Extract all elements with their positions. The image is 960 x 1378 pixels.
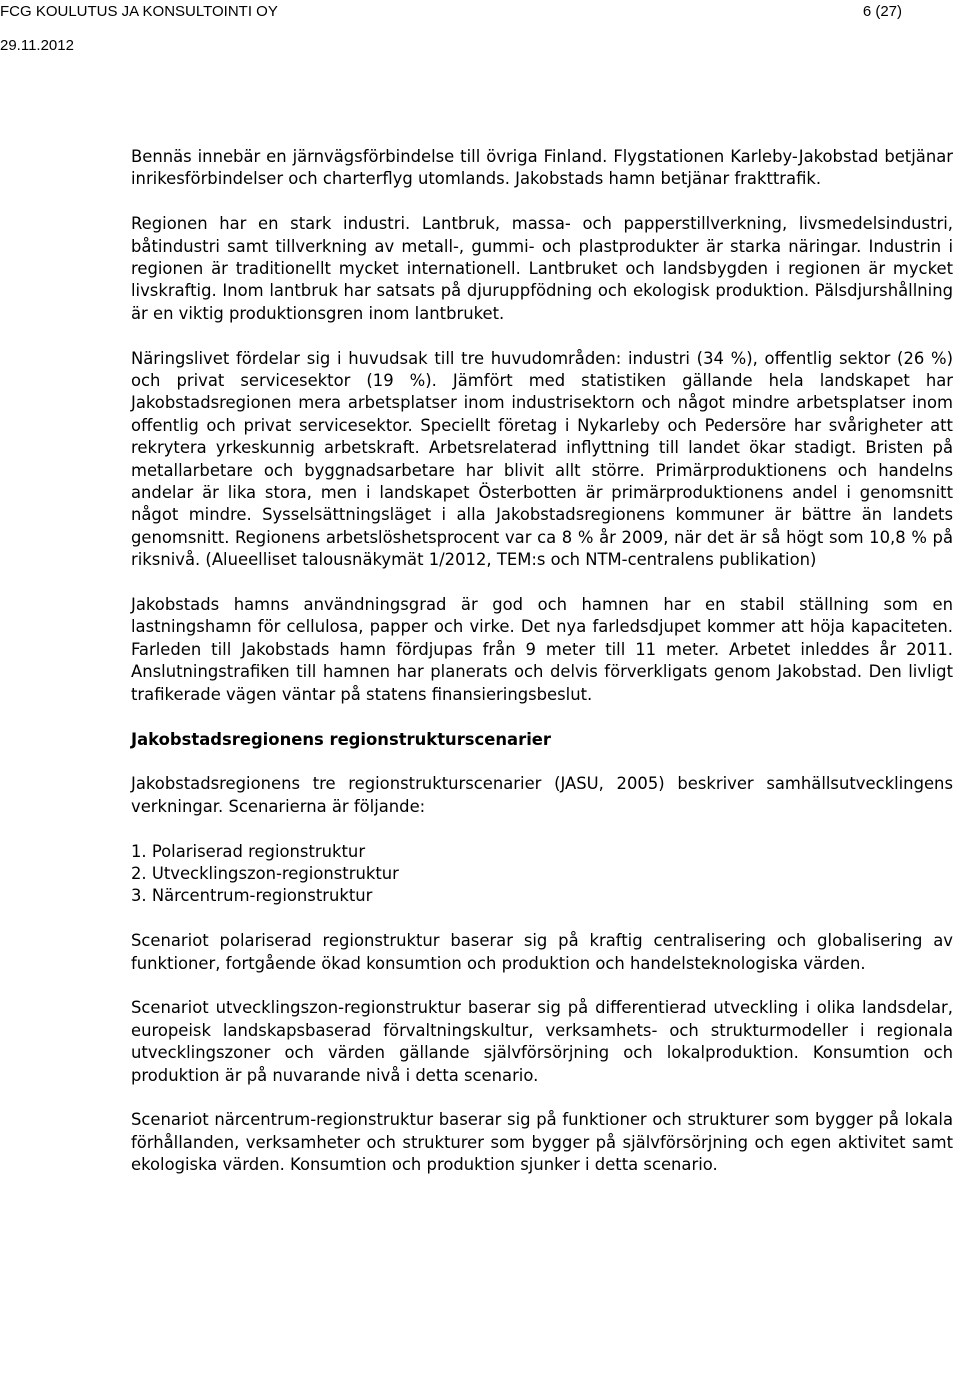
paragraph-industry: Regionen har en stark industri. Lantbruk, massa- och papperstillverkning, livsmedelsindustri, båtindustri samt tillverkning av metall-, gummi- och plastprodukter är starka näringar. Industrin i regionen är traditionellt mycket internationell. Lantbruket och landsbygden i regionen är mycket livskraftig. Inom lantbruk har satsats på djuruppfödning och ekologisk produktion. Pälsdjurshållning är en viktig produktionsgren inom lantbruket. [131, 214, 953, 323]
paragraph-harbour: Jakobstads hamns användningsgrad är god och hamnen har en stabil ställning som en lastningshamn för cellulosa, papper och virke. Det nya farledsdjupet kommer att höja kapaciteten. Farleden till Jakobstads hamn fördjupas från 9 meter till 11 meter. Arbetet inleddes år 2011. Anslutningstrafiken till hamnen har planerats och delvis förverkligats genom Jakobstad. Den livligt trafikerade vägen väntar på statens finansieringsbeslut. [131, 595, 953, 704]
paragraph-transport: Bennäs innebär en järnvägsförbindelse till övriga Finland. Flygstationen Karleby-Jakobstad betjänar inrikesförbindelser och charterflyg utomlands. Jakobstads hamn betjänar frakttrafik. [131, 147, 953, 189]
document-body [131, 146, 953, 1199]
paragraph-scenarios-intro: Jakobstadsregionens tre regionstrukturscenarier (JASU, 2005) beskriver samhällsutvecklingens verkningar. Scenarierna är följande: [131, 774, 953, 816]
paragraph-scenario-polarized: Scenariot polariserad regionstruktur baserar sig på kraftig centralisering och globalisering av funktioner, fortgående ökad konsumtion och produktion och handelsteknologiska värden. [131, 931, 953, 973]
page-number: 6 (27) [862, 3, 902, 20]
list-item: 3. Närcentrum-regionstruktur [131, 886, 373, 906]
organization-name: FCG KOULUTUS JA KONSULTOINTI OY [0, 3, 278, 20]
section-heading: Jakobstadsregionens regionstrukturscenarier [131, 729, 552, 749]
scenario-list [131, 841, 953, 908]
document-date: 29.11.2012 [0, 37, 74, 54]
paragraph-scenario-local-centre: Scenariot närcentrum-regionstruktur baserar sig på funktioner och strukturer som bygger på lokala förhållanden, verksamheter och strukturer som bygger på självförsörjning och egen aktivitet samt ekologiska värden. Konsumtion och produktion sjunker i detta scenario. [131, 1110, 953, 1175]
paragraph-business-sectors: Näringslivet fördelar sig i huvudsak till tre huvudområden: industri (34 %), offentlig sektor (26 %) och privat servicesektor (19 %). Jämfört med statistiken gällande hela landskapet har Jakobstadsregionen mera arbetsplatser inom industrisektorn och något mindre arbetsplatser inom offentlig och privat servicesektor. Speciellt företag i Nykarleby och Pedersöre har svårigheter att rekrytera yrkeskunnig arbetskraft. Arbetsrelaterad inflyttning till landet ökar stadigt. Bristen på metallarbetare och byggnadsarbetare har blivit allt större. Primärproduktionens och handelns andelar är lika stora, men i landskapet Österbotten är primärproduktionens andel i genomsnitt något mindre. Sysselsättningsläget i alla Jakobstadsregionens kommuner är bättre än landets genomsnitt. Regionens arbetslöshetsprocent var ca 8 % år 2009, när det är så högt som 10,8 % på riksnivå. (Alueelliset talousnäkymät 1/2012, TEM:s och NTM-centralens publikation) [131, 348, 953, 570]
paragraph-scenario-development-zone: Scenariot utvecklingszon-regionstruktur baserar sig på differentierad utveckling i olika landsdelar, europeisk landskapsbaserad förvaltningskultur, verksamhets- och strukturmodeller i regionala utvecklingszoner och värden gällande självförsörjning och lokalproduktion. Konsumtion och produktion är på nuvarande nivå i detta scenario. [131, 998, 953, 1085]
list-item: 1. Polariserad regionstruktur [131, 841, 366, 861]
list-item: 2. Utvecklingszon-regionstruktur [131, 863, 399, 883]
